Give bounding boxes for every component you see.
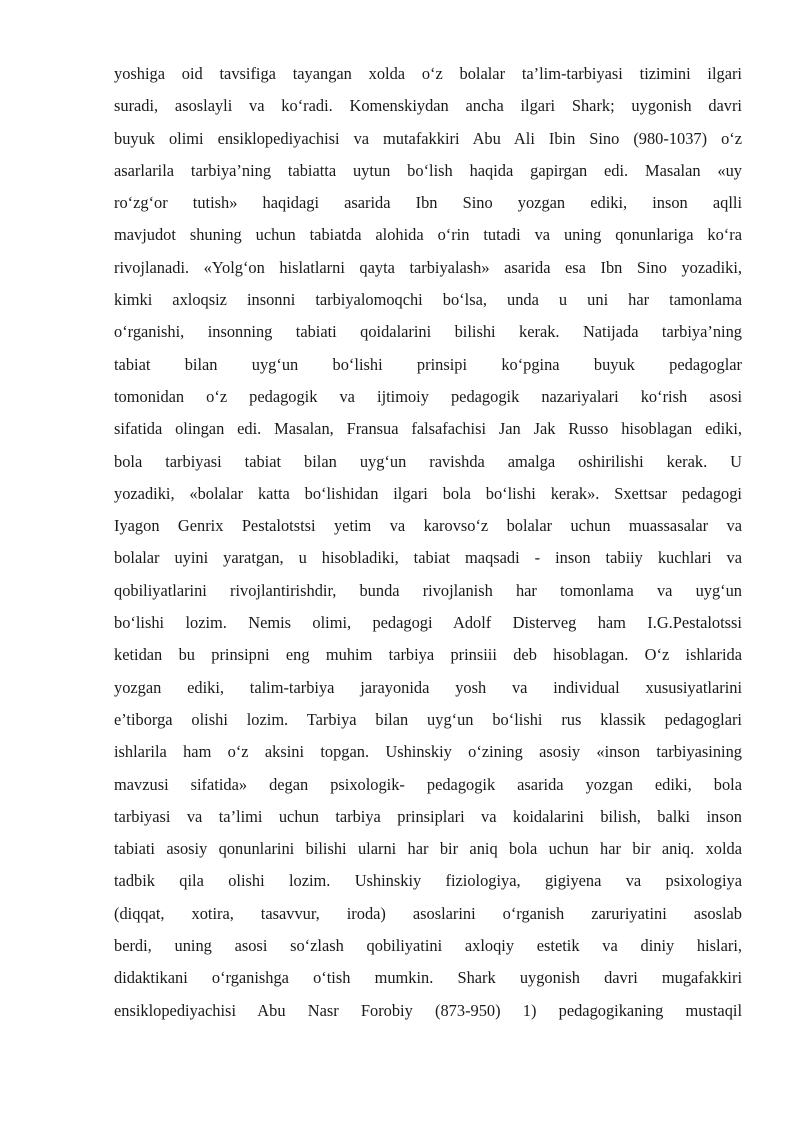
text-line: didaktikani o‘rganishga o‘tish mumkin. Shark uygonish davri mugafakkiri <box>114 968 742 988</box>
text-line: qobiliyatlarini rivojlantirishdir, bunda rivojlanish har tomonlama va uyg‘un <box>114 580 742 600</box>
text-line: e’tiborga olishi lozim. Tarbiya bilan uyg‘un bo‘lishi rus klassik pedagoglari <box>114 709 742 729</box>
text-line: ro‘zg‘or tutish» haqidagi asarida Ibn Sino yozgan ediki, inson aqlli <box>114 193 742 213</box>
text-line: tarbiyasi va ta’limi uchun tarbiya prinsiplari va koidalarini bilish, balki inson <box>114 806 742 826</box>
text-line: rivojlanadi. «Yolg‘on hislatlarni qayta tarbiyalash» asarida esa Ibn Sino yozadiki, <box>114 257 742 277</box>
text-line: berdi, uning asosi so‘zlash qobiliyatini axloqiy estetik va diniy hislari, <box>114 936 742 956</box>
text-line: bola tarbiyasi tabiat bilan uyg‘un ravishda amalga oshirilishi kerak. U <box>114 451 742 471</box>
text-line: yozgan ediki, talim-tarbiya jarayonida yosh va individual xususiyatlarini <box>114 677 742 697</box>
text-line: (diqqat, xotira, tasavvur, iroda) asoslarini o‘rganish zaruriyatini asoslab <box>114 903 742 923</box>
body-text <box>114 58 742 1027</box>
text-line: bo‘lishi lozim. Nemis olimi, pedagogi Adolf Disterveg ham I.G.Pestalotssi <box>114 613 742 633</box>
text-line: ensiklopediyachisi Abu Nasr Forobiy (873-950) 1) pedagogikaning mustaqil <box>114 1000 742 1020</box>
text-line: tadbik qila olishi lozim. Ushinskiy fiziologiya, gigiyena va psixologiya <box>114 871 742 891</box>
text-line: tabiati asosiy qonunlarini bilishi ularni har bir aniq bola uchun har bir aniq. xolda <box>114 839 742 859</box>
text-line: mavjudot shuning uchun tabiatda alohida o‘rin tutadi va uning qonunlariga ko‘ra <box>114 225 742 245</box>
text-line: tabiat bilan uyg‘un bo‘lishi prinsipi ko‘pgina buyuk pedagoglar <box>114 354 742 374</box>
text-line: ketidan bu prinsipni eng muhim tarbiya prinsiii deb hisoblagan. O‘z ishlarida <box>114 645 742 665</box>
text-line: Iyagon Genrix Pestalotstsi yetim va karovso‘z bolalar uchun muassasalar va <box>114 516 742 536</box>
text-line: sifatida olingan edi. Masalan, Fransua falsafachisi Jan Jak Russo hisoblagan ediki, <box>114 419 742 439</box>
text-line: tomonidan o‘z pedagogik va ijtimoiy pedagogik nazariyalari ko‘rish asosi <box>114 386 742 406</box>
text-line: kimki axloqsiz insonni tarbiyalomoqchi bo‘lsa, unda u uni har tamonlama <box>114 290 742 310</box>
text-line: bolalar uyini yaratgan, u hisobladiki, tabiat maqsadi - inson tabiiy kuchlari va <box>114 548 742 568</box>
text-line: mavzusi sifatida» degan psixologik- pedagogik asarida yozgan ediki, bola <box>114 774 742 794</box>
text-line: ishlarila ham o‘z aksini topgan. Ushinskiy o‘zining asosiy «inson tarbiyasining <box>114 742 742 762</box>
text-line: asarlarila tarbiya’ning tabiatta uytun bo‘lish haqida gapirgan edi. Masalan «uy <box>114 160 742 180</box>
text-line: suradi, asoslayli va ko‘radi. Komenskiydan ancha ilgari Shark; uygonish davri <box>114 96 742 116</box>
text-line: yozadiki, «bolalar katta bo‘lishidan ilgari bola bo‘lishi kerak». Sxettsar pedagogi <box>114 483 742 503</box>
text-line: buyuk olimi ensiklopediyachisi va mutafakkiri Abu Ali Ibin Sino (980-1037) o‘z <box>114 128 742 148</box>
text-line: yoshiga oid tavsifiga tayangan xolda o‘z bolalar ta’lim-tarbiyasi tizimini ilgari <box>114 64 742 83</box>
text-line: o‘rganishi, insonning tabiati qoidalarini bilishi kerak. Natijada tarbiya’ning <box>114 322 742 342</box>
